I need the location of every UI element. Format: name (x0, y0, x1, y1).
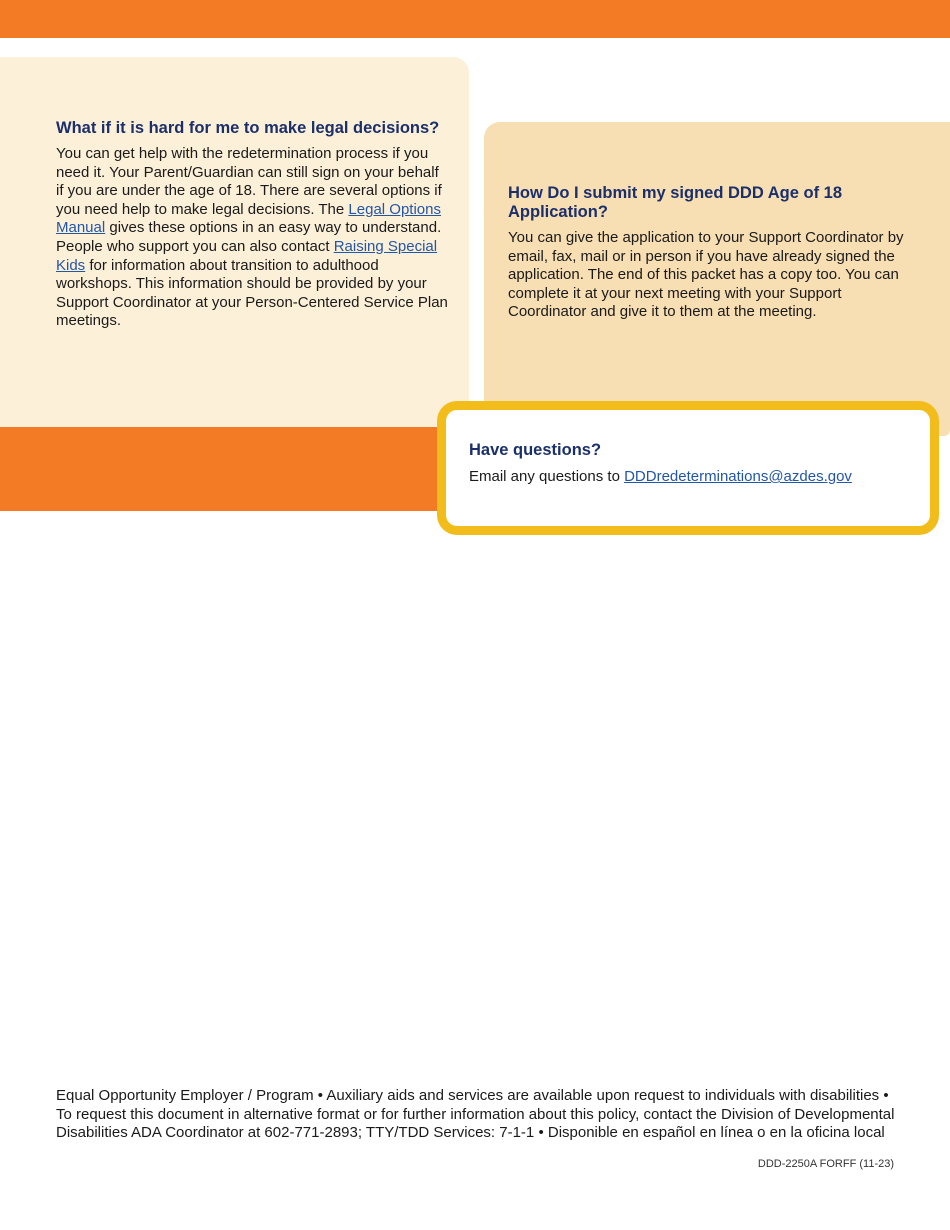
questions-section (469, 441, 919, 487)
legal-options-manual-link[interactable]: Legal Options Manual (56, 200, 441, 237)
footer-disclaimer: Equal Opportunity Employer / Program • Auxiliary aids and services are available upon request to individuals with disabilities • To request this document in alternative format or for further information about this policy, contact the Division of Developmental Disabilities ADA Coordinator at 602-771-2893; TTY/TDD Services: 7-1-1 • Disponible en español en línea o en la oficina local (56, 1087, 895, 1142)
legal-text-part-3: for information about transition to adulthood workshops. This information should be provided by your Support Coordinator at your Person-Centered Service Plan meetings. (56, 256, 448, 330)
legal-decisions-body (56, 145, 448, 331)
legal-text-part-2: gives these options in an easy way to understand. People who support you can also contact (56, 219, 442, 255)
submit-application-heading: How Do I submit my signed DDD Age of 18 Application? (508, 184, 843, 221)
questions-text: Email any questions to (469, 468, 625, 485)
form-code: DDD-2250A FORFF (11-23) (757, 1158, 894, 1170)
raising-special-kids-link[interactable]: Raising Special Kids (56, 237, 438, 274)
legal-text-part-1: You can get help with the redetermination process if you need it. Your Parent/Guardian can still sign on your behalf if you are under the age of 18. There are several options if you need help to make legal decisions. The (56, 145, 442, 218)
submit-application-section (508, 184, 908, 322)
legal-decisions-heading: What if it is hard for me to make legal decisions? (56, 119, 440, 137)
questions-body (469, 468, 919, 487)
legal-decisions-section (56, 119, 448, 331)
questions-heading: Have questions? (469, 441, 602, 459)
top-orange-bar (0, 0, 950, 38)
submit-application-body: You can give the application to your Support Coordinator by email, fax, mail or in person if you have already signed the application. The end of this packet has a copy too. You can complete it at your next meeting with your Support Coordinator and give it to them at the meeting. (508, 229, 904, 321)
email-link[interactable]: DDDredeterminations@azdes.gov (624, 468, 852, 485)
orange-accent-band (0, 427, 460, 511)
